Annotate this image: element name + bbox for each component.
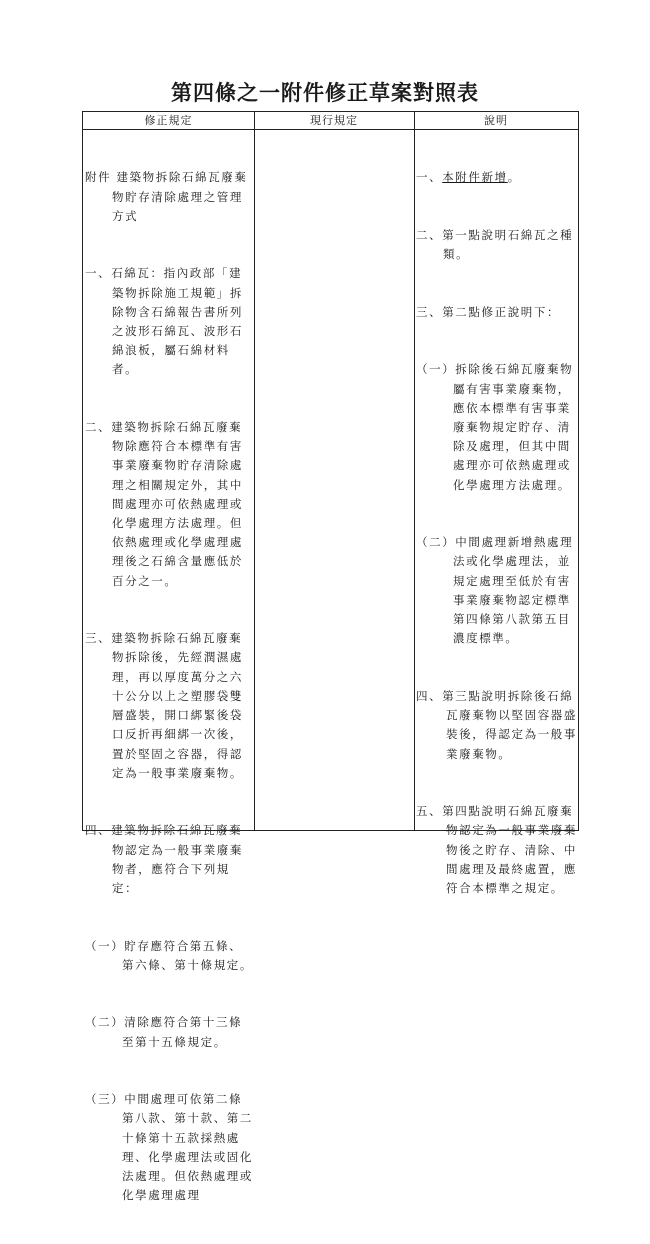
amended-subitem-3: （三）中間處理可依第二條第八款、第十款、第二十條第十五款採熱處理、化學處理法或固化法處理。但依熱處理或化學處理處理: [85, 1092, 253, 1203]
explanation-column: [416, 130, 578, 937]
attachment-title: 附件 建築物拆除石綿瓦廢棄物貯存清除處理之管理方式: [85, 170, 248, 223]
explanation-subitem-1: （一）拆除後石綿瓦廢棄物屬有害事業廢棄物，應依本標準有害事業廢棄物規定貯存、清除及處理，但其中間處理亦可依熱處理或化學處理方法處理。: [416, 362, 574, 492]
amended-column: [85, 130, 253, 1244]
explanation-item-2: 二、第一點說明石綿瓦之種類。: [416, 228, 574, 262]
amended-subitem-1: （一）貯存應符合第五條、第六條、第十條規定。: [85, 938, 253, 972]
explanation-item-1-underlined: 本附件新增: [442, 170, 508, 185]
header-amended: 修正規定: [144, 114, 193, 127]
amended-subitem-2: （二）清除應符合第十三條至第十五條規定。: [85, 1015, 243, 1049]
header-current: 現行規定: [310, 114, 358, 127]
amended-item-4: 四、建築物拆除石綿瓦廢棄物認定為一般事業廢棄物者，應符合下列規定：: [85, 823, 243, 895]
explanation-item-1-prefix: 一、: [416, 170, 443, 185]
column-divider: [254, 112, 255, 830]
amended-item-2: 二、建築物拆除石綿瓦廢棄物除應符合本標準有害事業廢棄物貯存清除處理之相關規定外，其中間處理亦可依熱處理或化學處理方法處理。但依熱處理或化學處理處理後之石綿含量應低於百分之一。: [85, 420, 243, 588]
amended-item-1: 一、石綿瓦：指內政部「建築物拆除施工規範」拆除物含石綿報告書所列之波形石綿瓦、波形石綿浪板，屬石綿材料者。: [85, 266, 243, 377]
explanation-item-1: [416, 168, 578, 187]
column-divider: [414, 112, 415, 830]
page-title: 第四條之一附件修正草案對照表: [171, 80, 479, 105]
explanation-item-5: 五、第四點說明石綿瓦廢棄物認定為一般事業廢棄物後之貯存、清除、中間處理及最終處置，應符合本標準之規定。: [416, 804, 577, 895]
explanation-item-3: 三、第二點修正說明下：: [416, 304, 561, 319]
explanation-subitem-2: （二）中間處理新增熱處理法或化學處理法，並規定處理至低於有害事業廢棄物認定標準第四條第八款第五目濃度標準。: [416, 535, 574, 646]
comparison-table: [82, 111, 579, 1203]
explanation-item-1-suffix: 。: [507, 170, 521, 185]
header-explanation: 說明: [484, 114, 508, 127]
explanation-item-4: 四、第三點說明拆除後石綿瓦廢棄物以堅固容器盛裝後，得認定為一般事業廢棄物。: [416, 688, 577, 761]
amended-item-3: 三、建築物拆除石綿瓦廢棄物拆除後，先經潤濕處理，再以厚度萬分之六十公分以上之塑膠袋雙層盛裝，開口綁緊後袋口反折再細綁一次後，置於堅固之容器，得認定為一般事業廢棄物。: [85, 631, 243, 780]
